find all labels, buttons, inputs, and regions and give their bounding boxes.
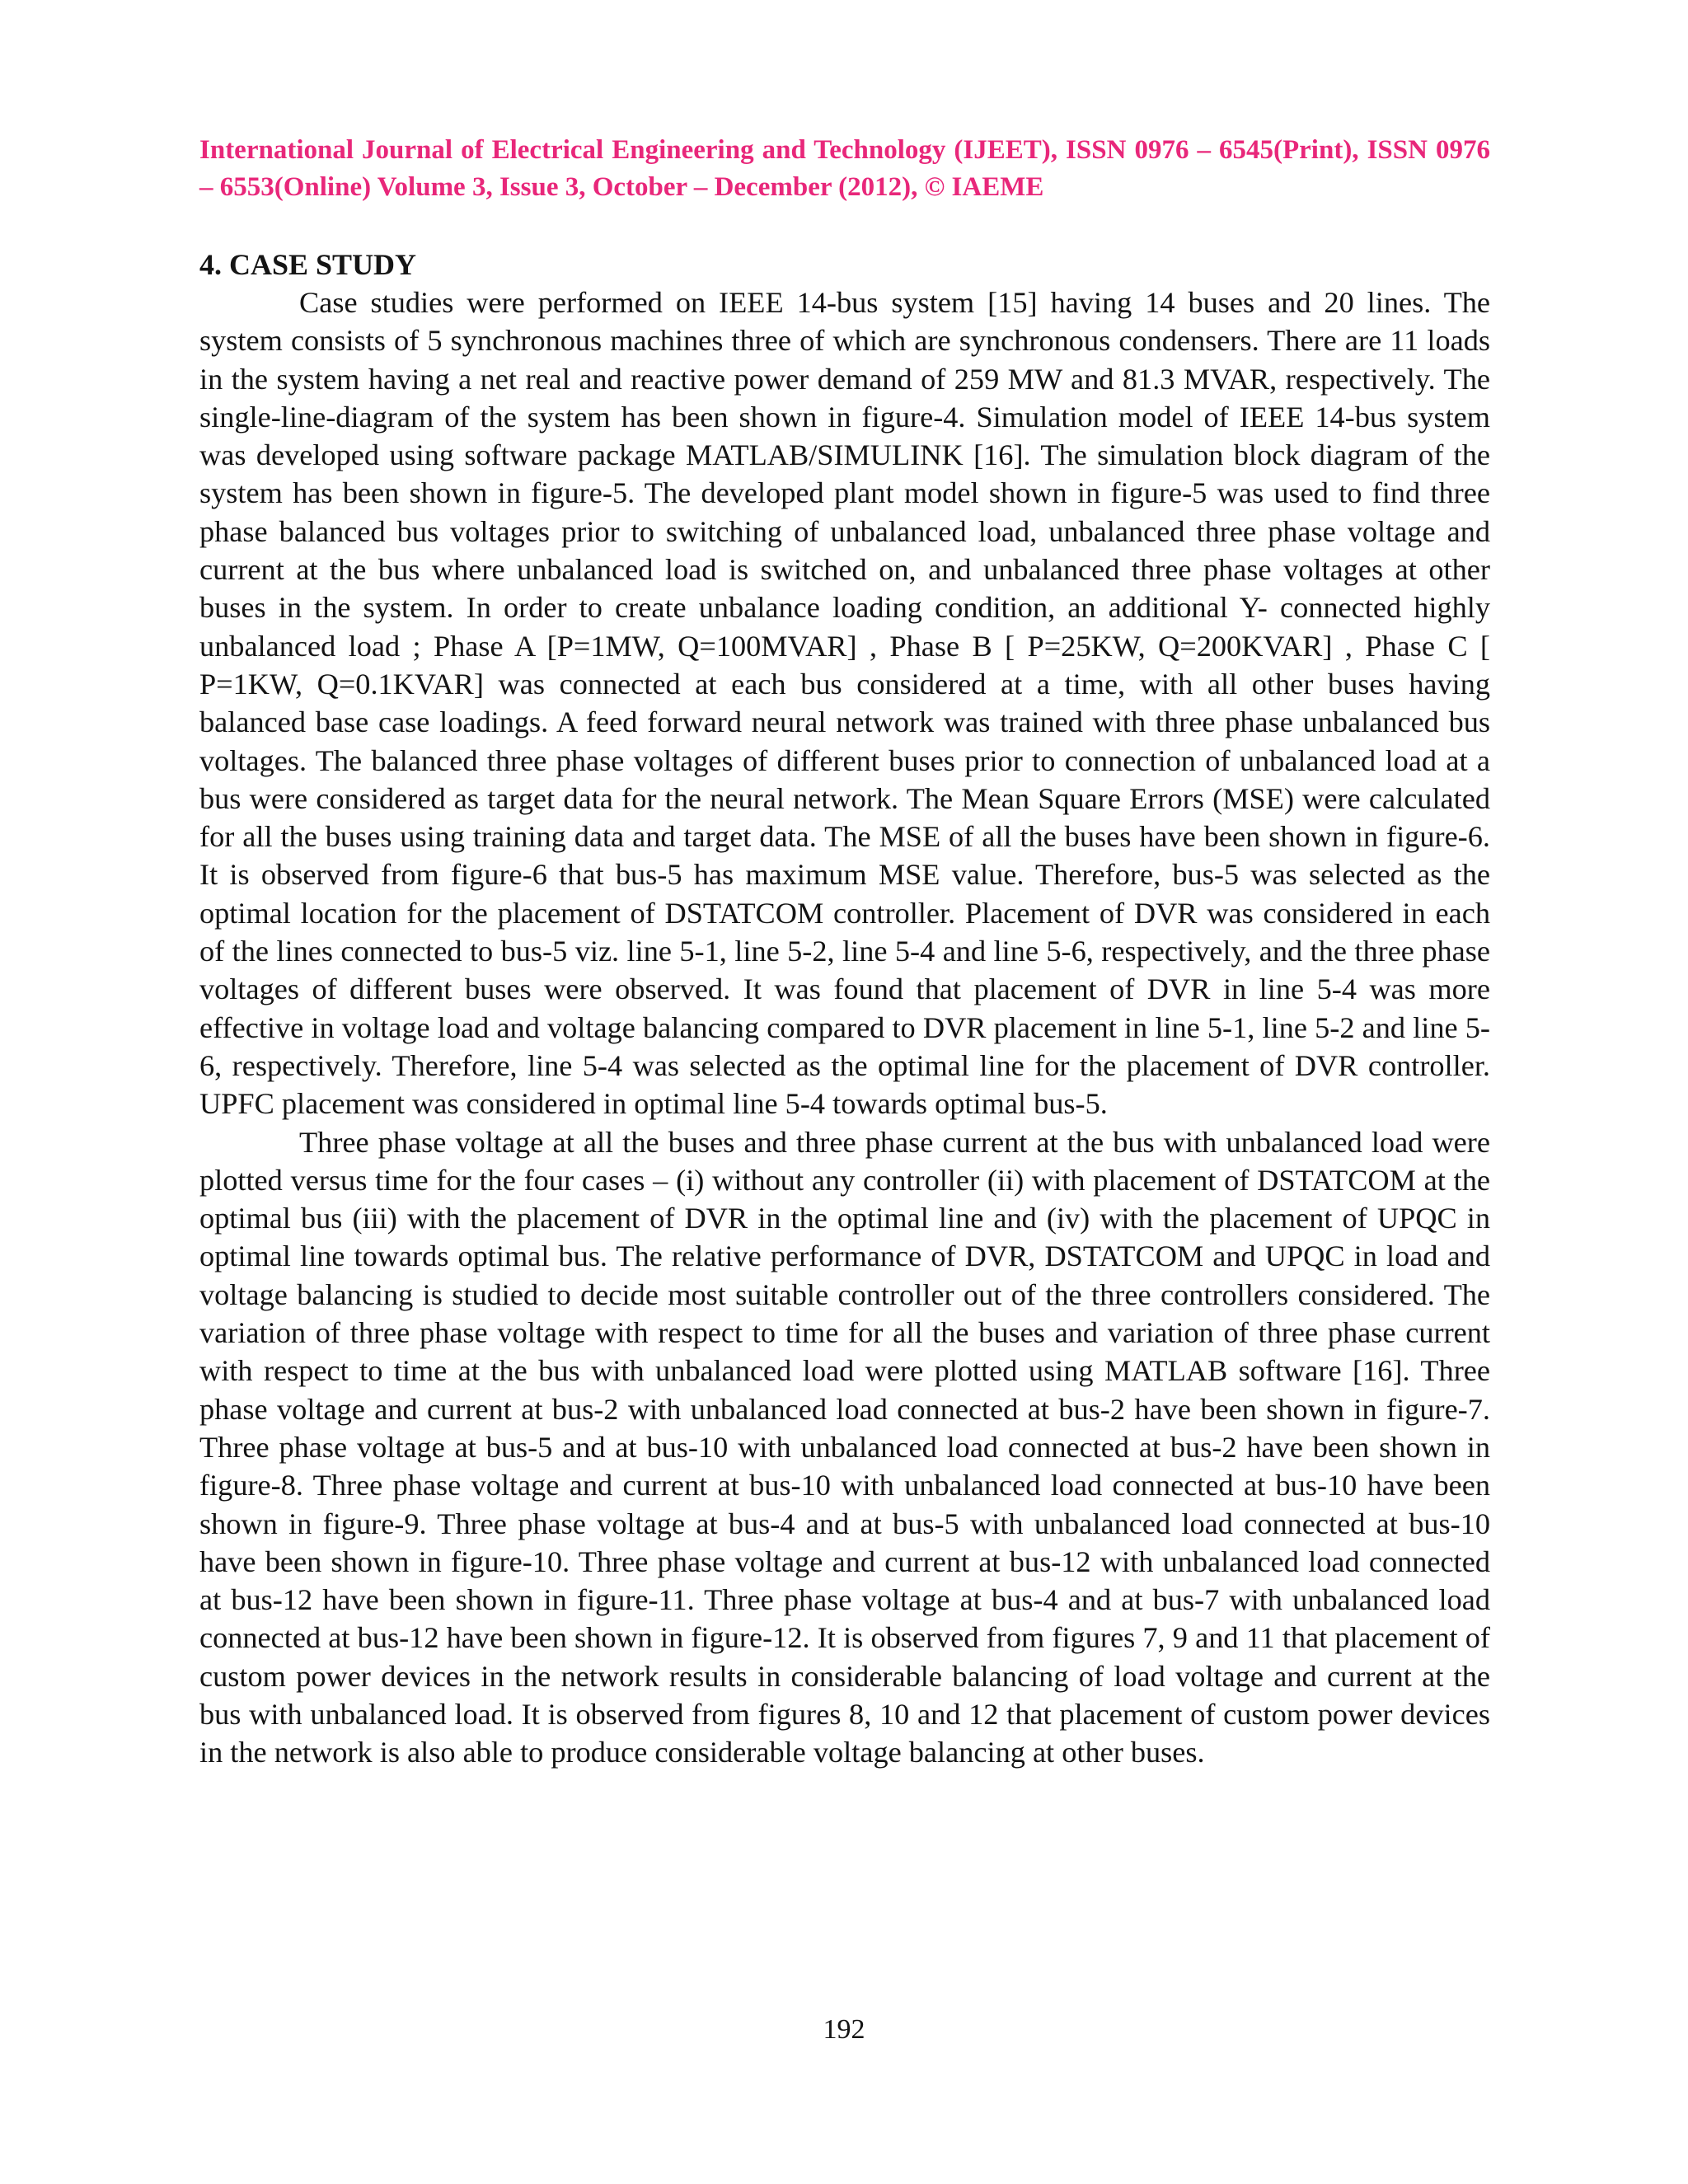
- paragraph-case-study-setup: Case studies were performed on IEEE 14-bus system [15] having 14 buses and 20 lines. The system consists of 5 synchronous machines three of which are synchronous condensers. There are 11 loads in the system having a net real and reactive power demand of 259 MW and 81.3 MVAR, respectively. The single-line-diagram of the system has been shown in figure-4. Simulation model of IEEE 14-bus system was developed using software package MATLAB/SIMULINK [16]. The simulation block diagram of the system has been shown in figure-5. The developed plant model shown in figure-5 was used to find three phase balanced bus voltages prior to switching of unbalanced load, unbalanced three phase voltage and current at the bus where unbalanced load is switched on, and unbalanced three phase voltages at other buses in the system. In order to create unbalance loading condition, an additional Y- connected highly unbalanced load ; Phase A [P=1MW, Q=100MVAR] , Phase B [ P=25KW, Q=200KVAR] , Phase C [ P=1KW, Q=0.1KVAR] was connected at each bus considered at a time, with all other buses having balanced base case loadings. A feed forward neural network was trained with three phase unbalanced bus voltages. The balanced three phase voltages of different buses prior to connection of unbalanced load at a bus were considered as target data for the neural network. The Mean Square Errors (MSE) were calculated for all the buses using training data and target data. The MSE of all the buses have been shown in figure-6. It is observed from figure-6 that bus-5 has maximum MSE value. Therefore, bus-5 was selected as the optimal location for the placement of DSTATCOM controller. Placement of DVR was considered in each of the lines connected to bus-5 viz. line 5-1, line 5-2, line 5-4 and line 5-6, respectively, and the three phase voltages of different buses were observed. It was found that placement of DVR in line 5-4 was more effective in voltage load and voltage balancing compared to DVR placement in line 5-1, line 5-2 and line 5-6, respectively. Therefore, line 5-4 was selected as the optimal line for the placement of DVR controller. UPFC placement was considered in optimal line 5-4 towards optimal bus-5.: [199, 286, 1490, 1121]
- page-number: 192: [823, 2014, 865, 2045]
- section-body: [199, 284, 1490, 1772]
- section-heading: 4. CASE STUDY: [199, 248, 417, 281]
- paragraph-results-discussion: Three phase voltage at all the buses and three phase current at the bus with unbalanced load were plotted versus time for the four cases – (i) without any controller (ii) with placement of DSTATCOM at the optimal bus (iii) with the placement of DVR in the optimal line and (iv) with the placement of UPQC in optimal line towards optimal bus. The relative performance of DVR, DSTATCOM and UPQC in load and voltage balancing is studied to decide most suitable controller out of the three controllers considered. The variation of three phase voltage with respect to time for all the buses and variation of three phase current with respect to time at the bus with unbalanced load were plotted using MATLAB software [16]. Three phase voltage and current at bus-2 with unbalanced load connected at bus-2 have been shown in figure-7. Three phase voltage at bus-5 and at bus-10 with unbalanced load connected at bus-2 have been shown in figure-8. Three phase voltage and current at bus-10 with unbalanced load connected at bus-10 have been shown in figure-9. Three phase voltage at bus-4 and at bus-5 with unbalanced load connected at bus-10 have been shown in figure-10. Three phase voltage and current at bus-12 with unbalanced load connected at bus-12 have been shown in figure-11. Three phase voltage at bus-4 and at bus-7 with unbalanced load connected at bus-12 have been shown in figure-12. It is observed from figures 7, 9 and 11 that placement of custom power devices in the network results in considerable balancing of load voltage and current at the bus with unbalanced load. It is observed from figures 8, 10 and 12 that placement of custom power devices in the network is also able to produce considerable voltage balancing at other buses.: [199, 1125, 1490, 1769]
- journal-header: International Journal of Electrical Engineering and Technology (IJEET), ISSN 0976 – 6545(Print), ISSN 0976 – 6553(Online) Volume 3, Issue 3, October – December (2012), © IAEME: [199, 135, 1490, 202]
